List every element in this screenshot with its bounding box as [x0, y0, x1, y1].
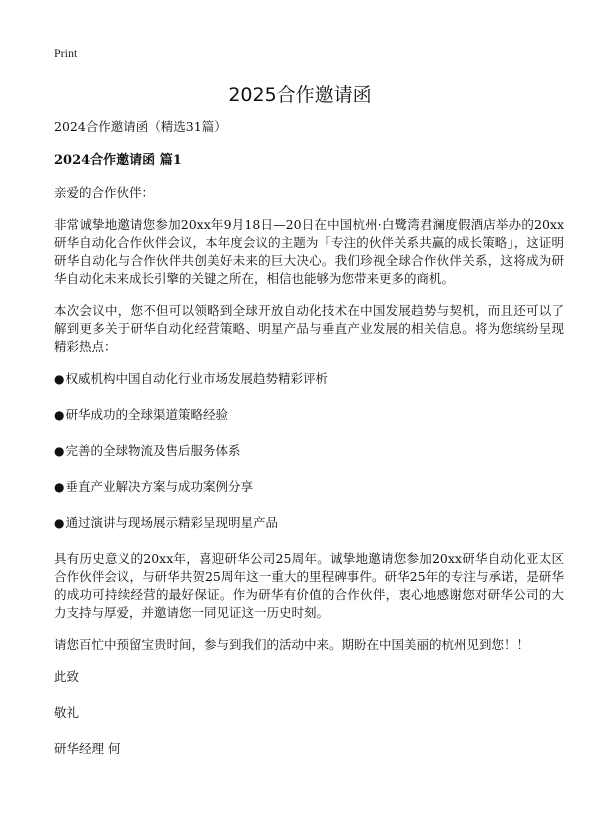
- bullet-icon: ●: [54, 480, 65, 494]
- bullet-icon: ●: [54, 444, 65, 458]
- print-link[interactable]: Print: [54, 46, 78, 60]
- bullet-icon: ●: [54, 408, 65, 422]
- document-subtitle: 2024合作邀请函（精选31篇）: [54, 119, 227, 134]
- paragraph-highlights: 本次会议中，您不但可以领略到全球开放自动化技术在中国发展趋势与契机，而且还可以了解到更多关于研华自动化经营策略、明星产品与垂直产业发展的相关信息。将为您缤纷呈现精彩热点：: [54, 303, 564, 354]
- list-item-text: 完善的全球物流及售后服务体系: [65, 443, 241, 458]
- closing-line-2: 敬礼: [54, 705, 80, 720]
- list-item: [54, 370, 564, 388]
- document-body: [54, 118, 564, 776]
- paragraph-anniversary: 具有历史意义的20xx年，喜迎研华公司25周年。诚挚地邀请您参加20xx研华自动化亚太区合作伙伴会议，与研华共贺25周年这一重大的里程碑事件。研华25年的专注与承诺，是研华的成功可持续经营的最好保证。作为研华有价值的合作伙伴，衷心地感谢您对研华公司的大力支持与厚爱，并邀请您一同见证这一历史时刻。: [54, 551, 564, 620]
- list-item: [54, 514, 564, 532]
- bullet-icon: ●: [54, 516, 65, 530]
- closing-line-1: 此致: [54, 669, 80, 684]
- salutation: 亲爱的合作伙伴：: [54, 185, 155, 200]
- list-item: [54, 406, 564, 424]
- list-item: [54, 442, 564, 460]
- highlights-list: [54, 370, 564, 532]
- list-item-text: 权威机构中国自动化行业市场发展趋势精彩评析: [65, 371, 328, 386]
- document-title: 2025合作邀请函: [228, 84, 372, 106]
- paragraph-intro: 非常诚挚地邀请您参加20xx年9月18日—20日在中国杭州·白鹭湾君澜度假酒店举办的20xx研华自动化合作伙伴会议，本年度会议的主题为「专注的伙伴关系共赢的成长策略」，这证明研华自动化与合作伙伴共创美好未来的巨大决心。我们珍视全球合作伙伴关系，这将成为研华自动化未来成长引擎的关键之所在，相信也能够为您带来更多的商机。: [54, 217, 564, 286]
- closing-block: [54, 668, 564, 758]
- list-item-text: 通过演讲与现场展示精彩呈现明星产品: [65, 515, 278, 530]
- list-item-text: 研华成功的全球渠道策略经验: [65, 407, 228, 422]
- list-item-text: 垂直产业解决方案与成功案例分享: [65, 479, 253, 494]
- bullet-icon: ●: [54, 372, 65, 386]
- signature: 研华经理 何: [54, 741, 121, 756]
- section-heading: 2024合作邀请函 篇1: [54, 153, 182, 168]
- paragraph-invitation: 请您百忙中预留宝贵时间，参与到我们的活动中来。期盼在中国美丽的杭州见到您！！: [54, 637, 530, 652]
- list-item: [54, 478, 564, 496]
